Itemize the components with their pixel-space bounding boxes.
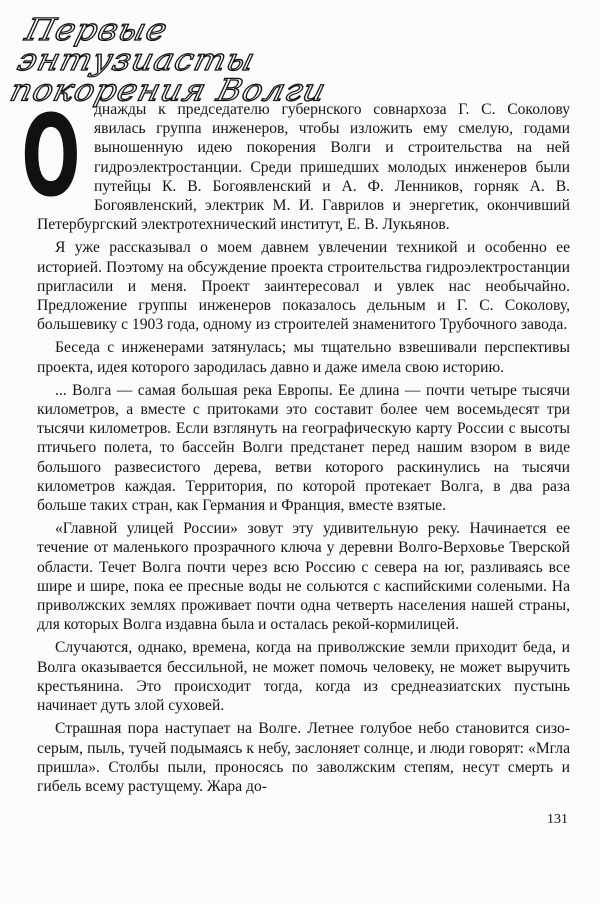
body-text [21, 92, 570, 796]
chapter-title-line-1: Первые энтузиасты [14, 11, 260, 78]
paragraph-4: ... Волга — самая большая река Европы. Ее длина — почти четыре тысячи километров, а вместе с притоками это составит более чем восемьдесят три тысячи километров. Если взглянуть на географическую карту России с высоты птичьего полета, то бассейн Волги предстанет перед нашим взором в виде большого развесистого дерева, ветви которого раскинулись на тысячи километров каждая. Территория, по которой протекает Волга, в два раза больше таких стран, как Германия и Франция, вместе взятые. [37, 381, 570, 515]
paragraph-6: Случаются, однако, времена, когда на приволжские земли приходит беда, и Волга оказывается бессильной, не может помочь человеку, не может выручить крестьянина. Это происходит тогда, когда из среднеазиатских пустынь начинает дуть злой суховей. [37, 639, 570, 715]
drop-cap-letter: О [21, 92, 81, 222]
paragraph-1 [21, 92, 570, 234]
paragraph-3: Беседа с инженерами затянулась; мы тщательно взвешивали перспективы проекта, идея которого зародилась давно и даже имела свою историю. [37, 339, 570, 376]
paragraph-2: Я уже рассказывал о моем давнем увлечении техникой и особенно ее историей. Поэтому на обсуждение проекта строительства гидроэлектростанции пригласили и меня. Проект заинтересовал и увлек нас необычайно. Предложение группы инженеров показалось дельным и Г. С. Соколову, большевику с 1903 года, одному из строителей знаменитого Трубочного завода. [37, 239, 570, 334]
paragraph-5: «Главной улицей России» зовут эту удивительную реку. Начинается ее течение от маленького прозрачного ключа у деревни Волго-Верховье Тверской области. Течет Волга почти через всю Россию с севера на юг, разливаясь все шире и шире, пока ее пресные воды не сольются с каспийскими солеными. На приволжских землях проживает почти одна четверть населения нашей страны, для которых Волга издавна была и осталась рекой-кормилицей. [37, 520, 570, 634]
paragraph-1-text: днажды к председателю губернского совнархоза Г. С. Соколову явилась группа инженеров, чтобы изложить ему смелую, годами выношенную идею покорения Волги и строительства на ней гидроэлектростанции. Среди пришедших молодых инженеров были путейцы К. В. Богоявленский и А. Ф. Ленников, горняк А. В. Богоявленский, электрик М. И. Гаврилов и энергетик, окончивший Петербургский электротехнический институт, Е. В. Лукьянов. [37, 101, 570, 234]
chapter-title-line-2: покорения Волги [6, 71, 331, 108]
page-number: 131 [547, 812, 568, 827]
paragraph-7: Страшная пора наступает на Волге. Летнее голубое небо становится сизо-серым, пыль, тучей подымаясь к небу, заслоняет солнце, и люди говорят: «Мгла пришла». Столбы пыли, проносясь по заволжским степям, несут смерть и гибель всему растущему. Жара до- [37, 720, 570, 795]
